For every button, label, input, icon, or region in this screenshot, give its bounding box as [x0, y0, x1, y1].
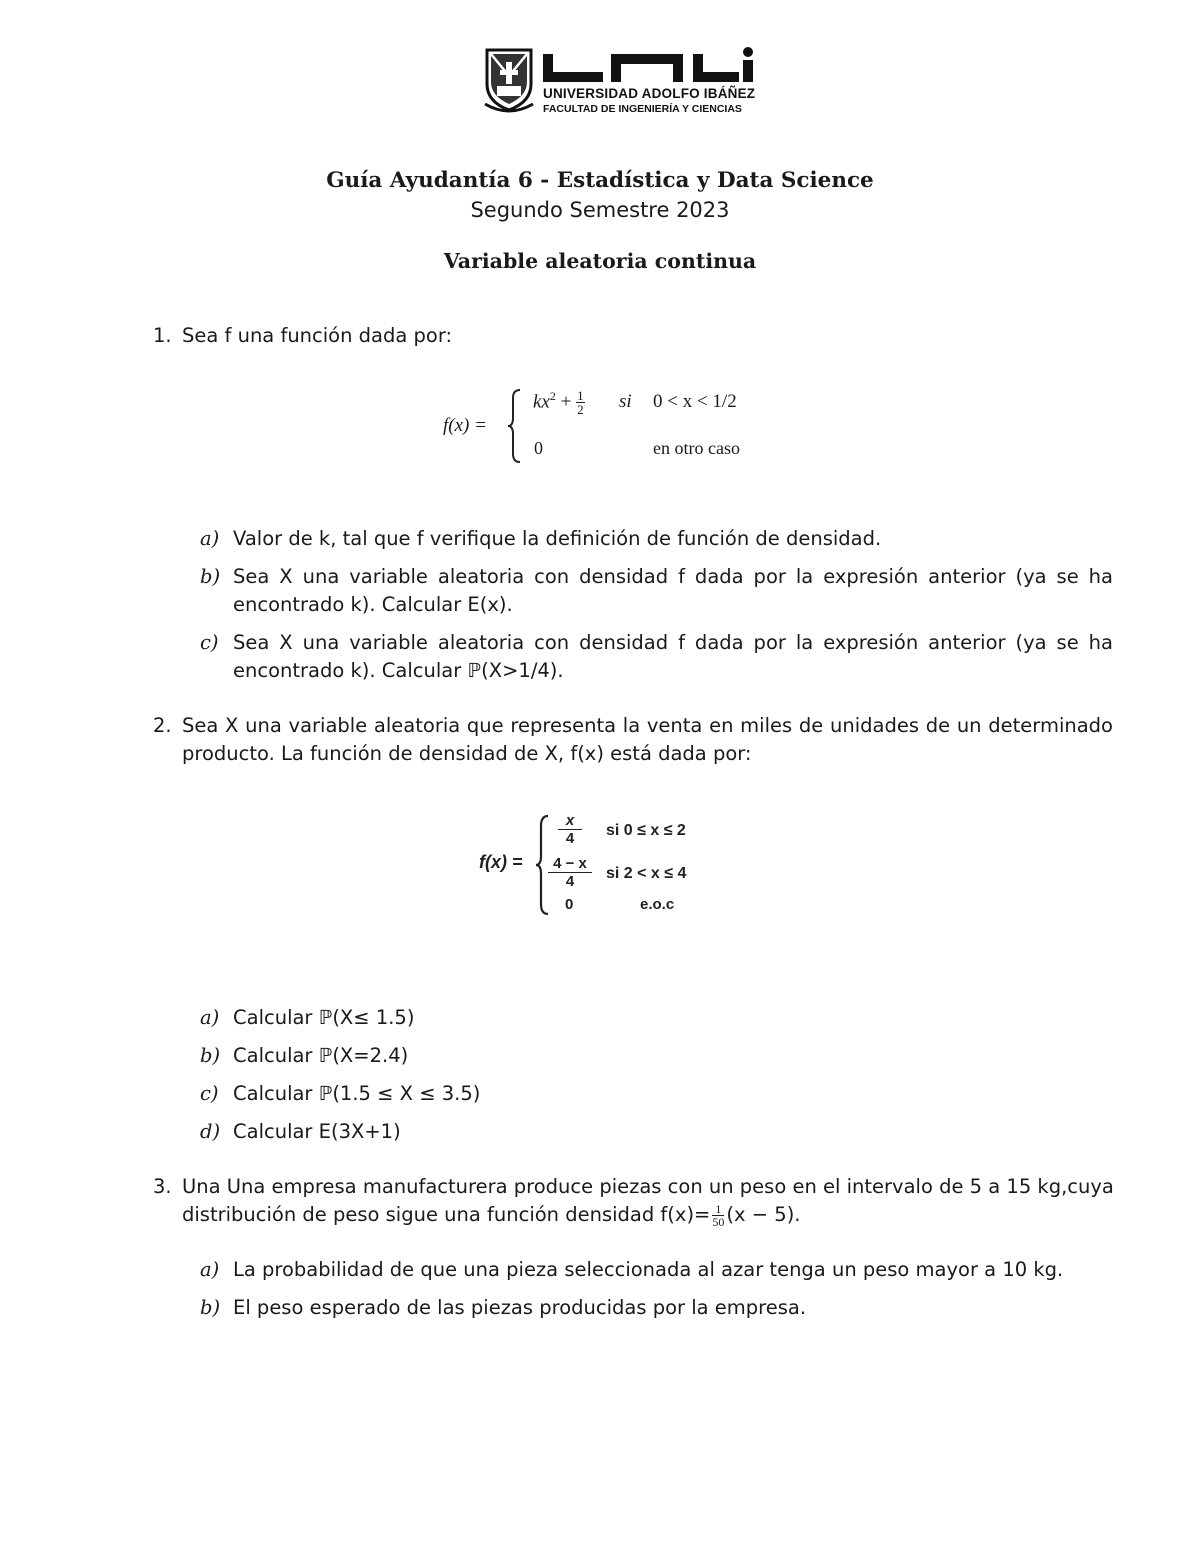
- problem-number: 3.: [153, 1175, 172, 1198]
- case2-expression: 0: [534, 438, 543, 458]
- item-label: b): [200, 1296, 221, 1319]
- university-crest-icon: [483, 46, 535, 114]
- item-label: b): [200, 1044, 221, 1067]
- item-label: c): [200, 631, 219, 654]
- item-text: Calcular ℙ(X≤ 1.5): [233, 1006, 415, 1029]
- case3-expression: 0: [565, 896, 574, 913]
- left-brace-icon: [506, 388, 522, 464]
- problem-intro: Sea X una variable aleatoria que representa la venta en miles de unidades de un determinado: [182, 714, 1113, 737]
- faculty-name: FACULTAD DE INGENIERÍA Y CIENCIAS: [543, 103, 742, 115]
- item-text-cont: encontrado k). Calcular ℙ(X>1/4).: [233, 659, 564, 682]
- problem-number: 1.: [153, 324, 172, 347]
- item-label: a): [200, 1006, 220, 1029]
- university-name: UNIVERSIDAD ADOLFO IBÁÑEZ: [543, 86, 756, 101]
- case1-si: si: [619, 391, 632, 412]
- item-text: El peso esperado de las piezas producidas por la empresa.: [233, 1296, 807, 1319]
- problem-intro: Una Una empresa manufacturera produce piezas con un peso en el intervalo de 5 a 15 kg,cuya: [182, 1175, 1114, 1198]
- item-text: Calcular E(3X+1): [233, 1120, 401, 1143]
- item-label: b): [200, 565, 221, 588]
- item-label: a): [200, 1258, 220, 1281]
- item-text: La probabilidad de que una pieza seleccionada al azar tenga un peso mayor a 10 kg.: [233, 1258, 1064, 1281]
- problem-intro-cont: producto. La función de densidad de X, f(x) está dada por:: [182, 742, 752, 765]
- item-label: d): [200, 1120, 221, 1143]
- case2-fraction: 4 − x 4: [548, 855, 592, 890]
- item-text: Sea X una variable aleatoria con densidad f dada por la expresión anterior (ya se ha: [233, 631, 1113, 654]
- problem-intro: Sea f una función dada por:: [182, 324, 453, 347]
- uai-wordmark-icon: [543, 46, 755, 84]
- item-text: Sea X una variable aleatoria con densidad f dada por la expresión anterior (ya se ha: [233, 565, 1113, 588]
- item-text: Calcular ℙ(1.5 ≤ X ≤ 3.5): [233, 1082, 481, 1105]
- density-formula-2: [476, 810, 716, 920]
- case2-condition: en otro caso: [653, 438, 740, 458]
- item-text: Calcular ℙ(X=2.4): [233, 1044, 409, 1067]
- item-text-cont: encontrado k). Calcular E(x).: [233, 593, 513, 616]
- density-formula-1: [440, 386, 770, 466]
- problem-number: 2.: [153, 714, 172, 737]
- case1-condition: si 0 ≤ x ≤ 2: [606, 822, 686, 839]
- topic-heading: Variable aleatoria continua: [443, 249, 757, 273]
- case1-expression: $kx^2$ + $\frac{1}{2}$: [533, 388, 584, 418]
- problem-intro-cont: distribución de peso sigue una función densidad f(x)= $\frac{1}{50}$ (x − 5).: [182, 1202, 801, 1229]
- item-text: Valor de k, tal que f verifique la definición de función de densidad.: [233, 527, 882, 550]
- case2-condition: si 2 < x ≤ 4: [606, 865, 687, 882]
- university-logo: [483, 46, 755, 118]
- semester-label: Segundo Semestre 2023: [470, 198, 730, 222]
- case3-condition: e.o.c: [640, 896, 675, 913]
- case1-condition: 0 < x < 1/2: [653, 391, 737, 412]
- case1-fraction: x 4: [558, 812, 582, 847]
- item-label: a): [200, 527, 220, 550]
- formula-lhs: f(x) =: [479, 852, 523, 872]
- document-title: Guía Ayudantía 6 - Estadística y Data Science: [326, 168, 874, 193]
- formula-lhs: f(x) =: [443, 415, 487, 436]
- item-label: c): [200, 1082, 219, 1105]
